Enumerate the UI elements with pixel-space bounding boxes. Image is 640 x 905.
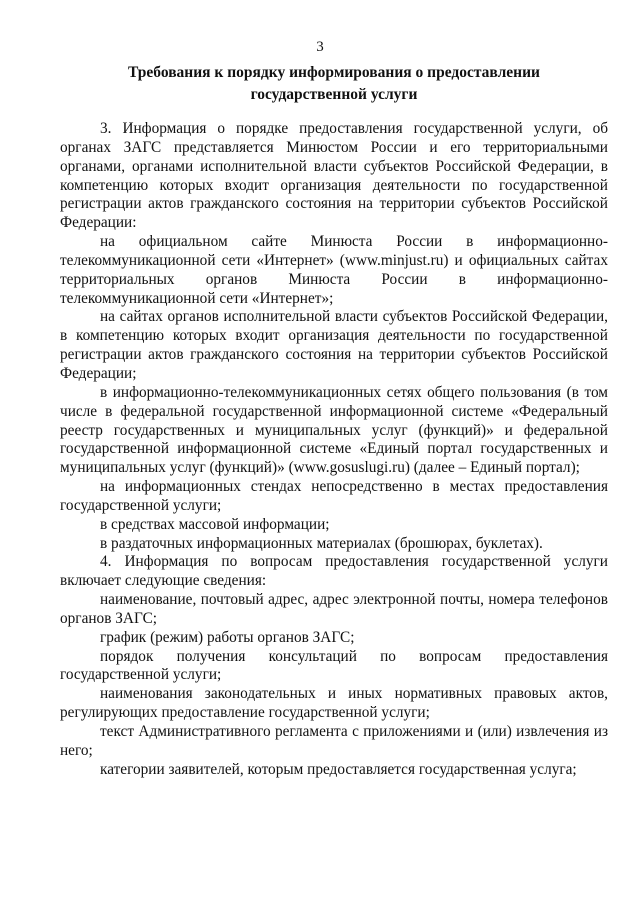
paragraph-schedule: график (режим) работы органов ЗАГС; xyxy=(100,628,355,646)
section-heading-line-1: Требования к порядку информирования о предоставлении xyxy=(128,64,540,81)
paragraph-item-3-intro: 3. Информация о порядке предоставления государственной услуги, об органах ЗАГС представляется Минюстом России и его территориальными органами, органами исполнительной власти субъектов Российской Федерации, в компетенцию которых входит организация деятельности по государственной регистрации актов гражданского состояния на территории субъектов Российской Федерации: xyxy=(60,120,608,232)
paragraph-item-4-intro: 4. Информация по вопросам предоставления государственной услуги включает следующие сведения: xyxy=(60,553,608,590)
paragraph-public-networks: в информационно-телекоммуникационных сетях общего пользования (в том числе в федеральной государственной информационной системе «Федеральный реестр государственных и муниципальных услуг (функций)» и федеральной государственной информационной системе «Единый портал государственных и муниципальных услуг (функций)» (www.gosuslugi.ru) (далее – Единый портал); xyxy=(60,383,608,477)
section-heading xyxy=(60,62,608,106)
paragraph-contacts: наименование, почтовый адрес, адрес электронной почты, номера телефонов органов ЗАГС; xyxy=(60,591,608,627)
section-heading-line-2: государственной услуги xyxy=(250,86,418,103)
paragraph-consultations: порядок получения консультаций по вопросам предоставления государственной услуги; xyxy=(60,647,608,684)
document-body xyxy=(60,120,608,780)
paragraph-regional-websites: на сайтах органов исполнительной власти субъектов Российской Федерации, в компетенцию которых входит организация деятельности по государственной регистрации актов гражданского состояния на территории субъектов Российской Федерации; xyxy=(60,308,608,382)
paragraph-mass-media: в средствах массовой информации; xyxy=(100,515,330,533)
paragraph-info-stands: на информационных стендах непосредственно в местах предоставления государственной услуги; xyxy=(60,478,608,514)
paragraph-handouts: в раздаточных информационных материалах (брошюрах, буклетах). xyxy=(100,534,543,552)
page-number: 3 xyxy=(316,39,324,55)
paragraph-legal-acts: наименования законодательных и иных нормативных правовых актов, регулирующих предоставление государственной услуги; xyxy=(60,685,608,722)
paragraph-minjust-website: на официальном сайте Минюста России в информационно-телекоммуникационной сети «Интернет» (www.minjust.ru) и официальных сайтах территориальных органов Минюста России в информационно-телекоммуникационной сети «Интернет»; xyxy=(60,233,608,307)
paragraph-regulation-text: текст Административного регламента с приложениями и (или) извлечения из него; xyxy=(60,723,608,759)
paragraph-applicant-categories: категории заявителей, которым предоставляется государственная услуга; xyxy=(100,760,577,778)
